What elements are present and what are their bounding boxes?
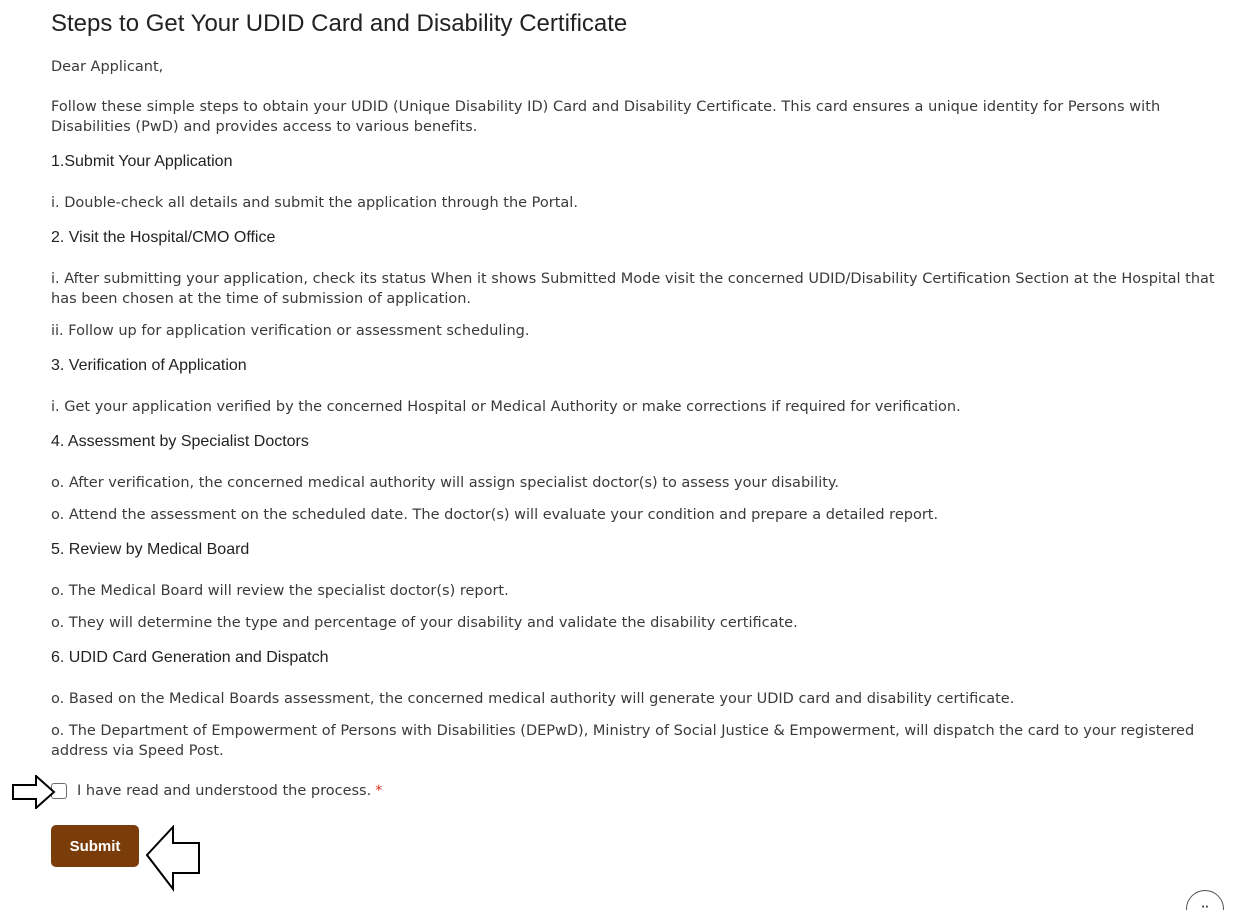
step-6-heading: 6. UDID Card Generation and Dispatch <box>51 649 329 666</box>
required-asterisk: * <box>375 783 383 799</box>
page-title: Steps to Get Your UDID Card and Disability Certificate <box>51 10 628 37</box>
step-2-item-2: ii. Follow up for application verification or assessment scheduling. <box>51 323 530 339</box>
step-2-heading: 2. Visit the Hospital/CMO Office <box>51 229 276 246</box>
step-5-item-2: o. They will determine the type and percentage of your disability and validate the disability certificate. <box>51 615 798 631</box>
arrow-left-outline-icon <box>145 825 203 893</box>
acknowledgement-row[interactable] <box>51 781 382 801</box>
step-4-item-2: o. Attend the assessment on the scheduled date. The doctor(s) will evaluate your condition and prepare a detailed report. <box>51 507 939 523</box>
greeting-text: Dear Applicant, <box>51 59 164 75</box>
step-6-item-1: o. Based on the Medical Boards assessment, the concerned medical authority will generate your UDID card and disability certificate. <box>51 691 1015 707</box>
step-1-item-1: i. Double-check all details and submit the application through the Portal. <box>51 195 578 211</box>
ellipsis-icon: ·· <box>1201 902 1209 910</box>
acknowledgement-label: I have read and understood the process. <box>77 783 372 799</box>
step-3-heading: 3. Verification of Application <box>51 357 247 374</box>
step-1-heading: 1.Submit Your Application <box>51 153 233 170</box>
step-4-item-1: o. After verification, the concerned medical authority will assign specialist doctor(s) to assess your disability. <box>51 475 840 491</box>
step-3-item-1: i. Get your application verified by the concerned Hospital or Medical Authority or make corrections if required for verification. <box>51 399 961 415</box>
step-4-heading: 4. Assessment by Specialist Doctors <box>51 433 309 450</box>
intro-text: Follow these simple steps to obtain your UDID (Unique Disability ID) Card and Disability Certificate. This card ensures a unique identity for Persons with Disabilities (PwD) and provides access to various benefits. <box>51 99 1161 135</box>
arrow-right-outline-icon <box>12 775 56 809</box>
step-5-heading: 5. Review by Medical Board <box>51 541 250 558</box>
floating-action-button[interactable] <box>1186 890 1224 910</box>
submit-button[interactable]: Submit <box>51 825 139 867</box>
step-2-item-1: i. After submitting your application, check its status When it shows Submitted Mode visit the concerned UDID/Disability Certification Section at the Hospital that has been chosen at the time of submission of application. <box>51 271 1215 307</box>
step-5-item-1: o. The Medical Board will review the specialist doctor(s) report. <box>51 583 509 599</box>
step-6-item-2: o. The Department of Empowerment of Persons with Disabilities (DEPwD), Ministry of Social Justice & Empowerment, will dispatch the card to your registered address via Speed Post. <box>51 723 1195 759</box>
